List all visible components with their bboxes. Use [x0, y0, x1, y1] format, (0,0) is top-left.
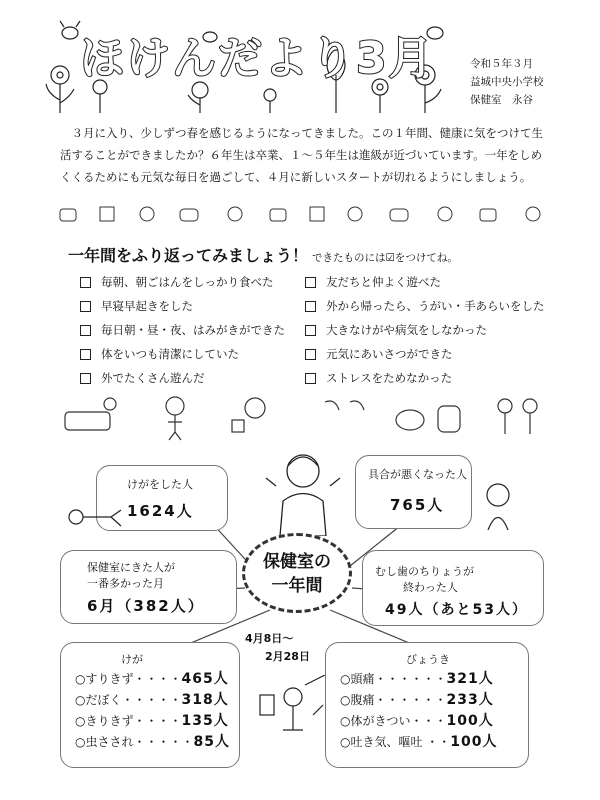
list-item: ○吐き気、嘔吐 ・・100人 [340, 734, 498, 750]
period-from: 4月8日～ [245, 632, 294, 645]
list-item: ○腹痛・・・・・・233人 [340, 692, 494, 708]
list-item: ○だぼく・・・・・318人 [75, 692, 229, 708]
checkbox[interactable] [80, 349, 91, 360]
sick-label: 具合が悪くなった人 [368, 468, 467, 481]
divider-decoration-icon [55, 203, 555, 225]
intro-text: ３月に入り、少しずつ春を感じるようになってきました。この１年間、健康に気をつけて生活することができましたか？６年生は卒業、１～５年生は進級が近づいています。一年をしめくくるためにも元気な毎日を過ごして、４月に新しいスタートが切れるようにしましょう。 [60, 126, 543, 184]
review-note: できたものには☑をつけてね。 [312, 252, 458, 264]
checkbox[interactable] [80, 301, 91, 312]
checklist-left [80, 270, 285, 390]
checklist-item[interactable]: 体をいつも清潔にしていた [80, 342, 285, 366]
school-name: 益城中央小学校 [470, 76, 544, 88]
cavities-label-1: むし歯のちりょうが [375, 565, 474, 578]
checkbox[interactable] [80, 373, 91, 384]
checkbox[interactable] [305, 349, 316, 360]
sick-bubble [355, 455, 472, 529]
medical-supplies-icon [255, 675, 330, 735]
center-circle [242, 533, 352, 613]
illness-box [325, 642, 529, 768]
office-name: 保健室 永谷 [470, 94, 533, 106]
busiest-label-2: 一番多かった月 [87, 577, 164, 590]
injuries-box [60, 642, 240, 768]
busiest-value: 6月（382人） [87, 597, 205, 615]
checklist-item[interactable]: 元気にあいさつができた [305, 342, 545, 366]
cavities-bubble [362, 550, 544, 626]
checklist-item[interactable]: 大きなけがや病気をしなかった [305, 318, 545, 342]
checkbox[interactable] [80, 325, 91, 336]
sick-value: 765人 [390, 496, 445, 514]
checklist-item[interactable]: 毎朝、朝ごはんをしっかり食べた [80, 270, 285, 294]
list-item: ○頭痛・・・・・・321人 [340, 671, 494, 687]
illness-title: びょうき [406, 653, 450, 666]
period-to: 2月28日 [265, 650, 310, 663]
cavities-label-2: 終わった人 [403, 581, 458, 594]
list-item: ○すりきず・・・・465人 [75, 671, 229, 687]
list-item: ○体がきつい・・・100人 [340, 713, 494, 729]
page-title: ほけんだより3月 [80, 33, 435, 84]
checklist-item[interactable]: 毎日朝・昼・夜、はみがきができた [80, 318, 285, 342]
list-item: ○きりきず・・・・135人 [75, 713, 229, 729]
cavities-value: 49人（あと53人） [385, 602, 528, 618]
checklist-item[interactable]: 外でたくさん遊んだ [80, 366, 285, 390]
illness-list [340, 669, 525, 753]
review-heading-text: 一年間をふり返ってみましょう！ [68, 246, 309, 265]
health-habits-illustration-icon [60, 392, 550, 442]
checkbox[interactable] [305, 277, 316, 288]
checklist-right [305, 270, 545, 390]
sick-child-icon [478, 480, 518, 530]
checklist-item[interactable]: 友だちと仲よく遊べた [305, 270, 545, 294]
injuries-title: けが [121, 653, 143, 666]
injured-label: けがをした人 [127, 478, 193, 491]
nurse-illustration-icon [258, 446, 348, 536]
checklist-item[interactable]: ストレスをためなかった [305, 366, 545, 390]
checklist-item[interactable]: 外から帰ったら、うがい・手あらいをした [305, 294, 545, 318]
checkbox[interactable] [80, 277, 91, 288]
issue-date: 令和５年３月 [470, 58, 533, 70]
header-meta [470, 55, 560, 109]
review-heading [68, 243, 458, 266]
fallen-child-icon [66, 502, 126, 532]
checkbox[interactable] [305, 373, 316, 384]
center-line-1: 保健室の [263, 552, 331, 572]
injuries-list [75, 669, 235, 753]
center-line-2: 一年間 [271, 576, 323, 596]
checkbox[interactable] [305, 325, 316, 336]
checklist-item[interactable]: 早寝早起きをした [80, 294, 285, 318]
period [245, 630, 310, 666]
checkbox[interactable] [305, 301, 316, 312]
list-item: ○虫さされ・・・・・85人 [75, 734, 230, 750]
busiest-month-bubble [60, 550, 237, 624]
injured-value: 1624人 [127, 502, 194, 520]
busiest-label-1: 保健室にきた人が [87, 561, 175, 574]
